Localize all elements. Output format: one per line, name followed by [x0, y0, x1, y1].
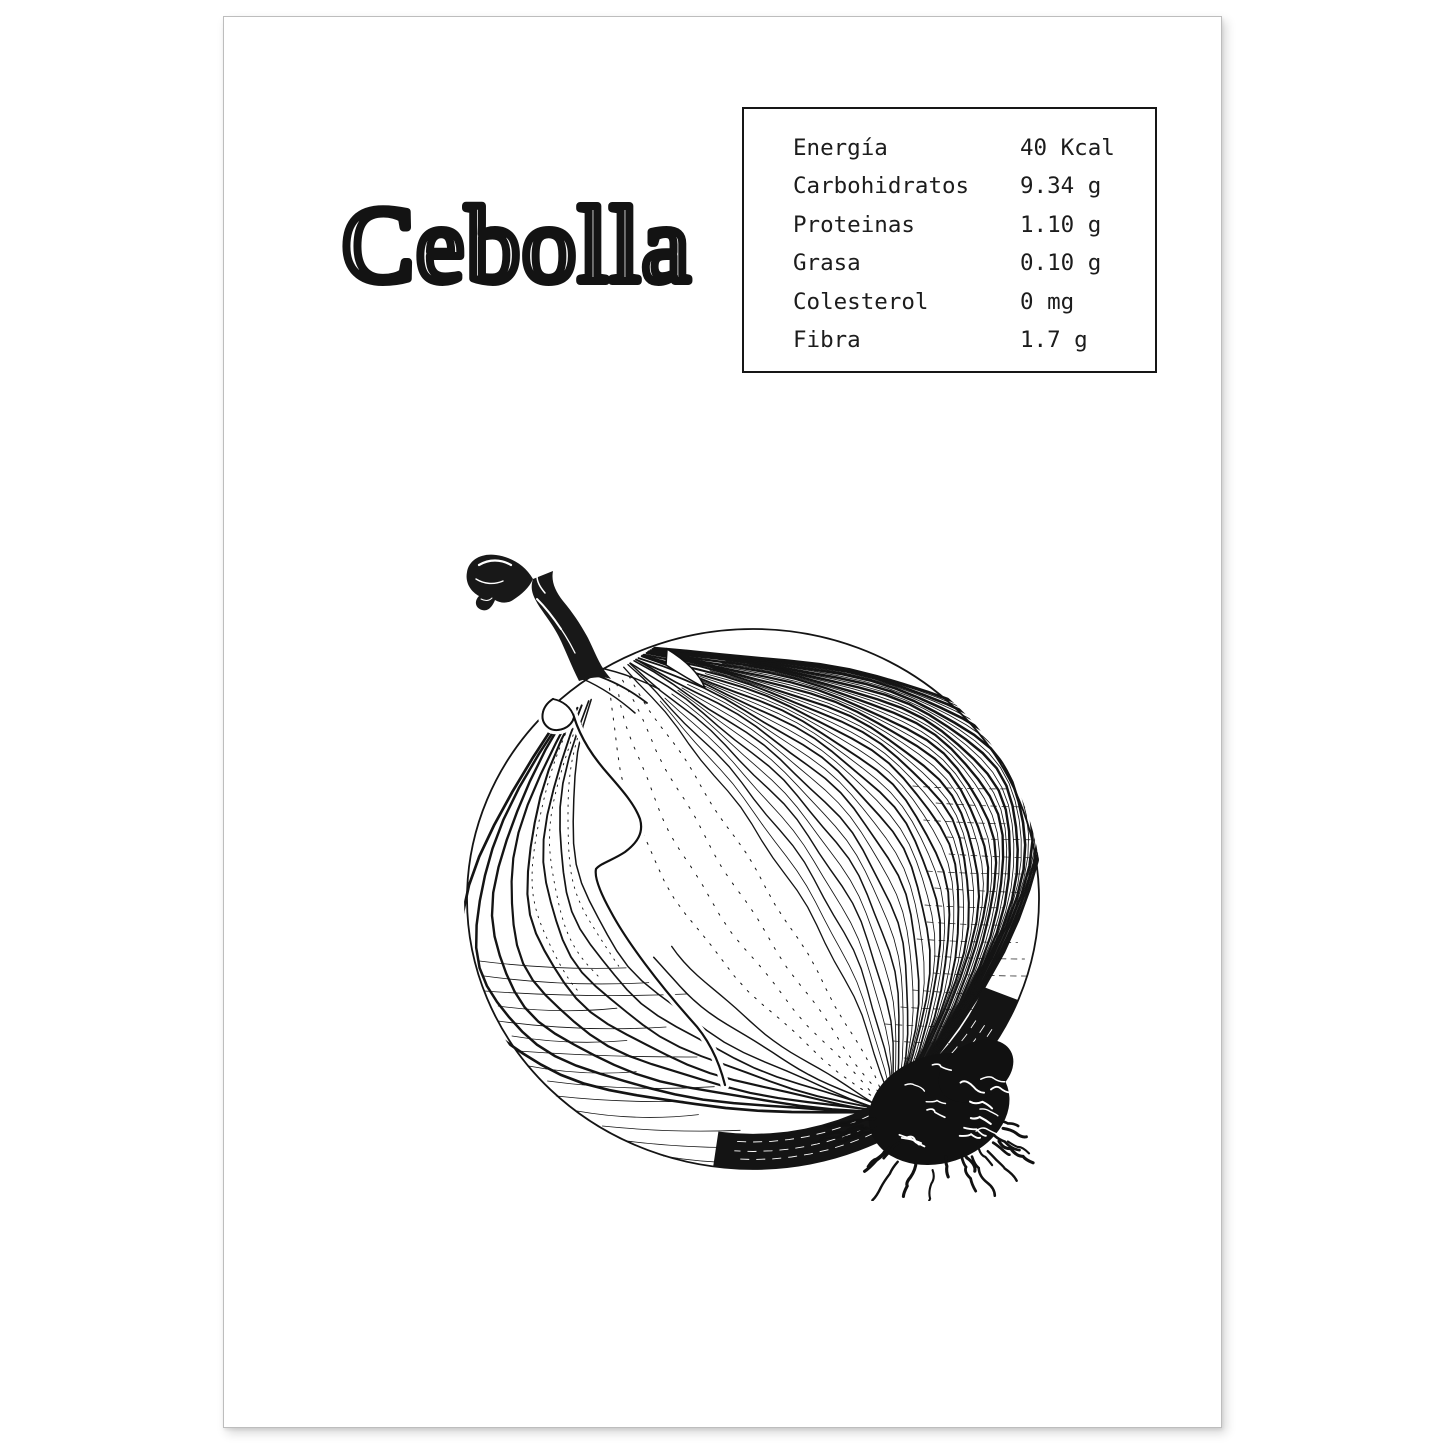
- poster-title-block: [287, 163, 747, 313]
- nutrient-value: 0.10 g: [1020, 250, 1102, 277]
- nutrition-row: [793, 129, 1155, 167]
- nutrient-label: Energía: [793, 134, 888, 161]
- nutrient-value: 9.34 g: [1020, 173, 1102, 200]
- nutrient-value: 1.10 g: [1020, 211, 1102, 238]
- onion-engraving-svg: [441, 521, 1061, 1201]
- poster-page: [223, 16, 1222, 1428]
- nutrition-row: [793, 321, 1155, 359]
- nutrition-row: [793, 244, 1155, 282]
- nutrient-label: Proteinas: [793, 211, 915, 238]
- nutrient-label: Fibra: [793, 326, 861, 353]
- nutrient-label: Carbohidratos: [793, 173, 970, 200]
- nutrient-label: Colesterol: [793, 288, 929, 315]
- nutrient-value: 0 mg: [1020, 288, 1075, 315]
- nutrition-row: [793, 206, 1155, 244]
- nutrient-label: Grasa: [793, 250, 861, 277]
- nutrition-table: [742, 107, 1157, 373]
- nutrition-row: [793, 167, 1155, 205]
- nutrition-row: [793, 283, 1155, 321]
- nutrient-value: 40 Kcal: [1020, 134, 1115, 161]
- poster-title: Cebolla: [342, 186, 692, 305]
- nutrient-value: 1.7 g: [1020, 326, 1088, 353]
- onion-illustration: [441, 521, 1061, 1201]
